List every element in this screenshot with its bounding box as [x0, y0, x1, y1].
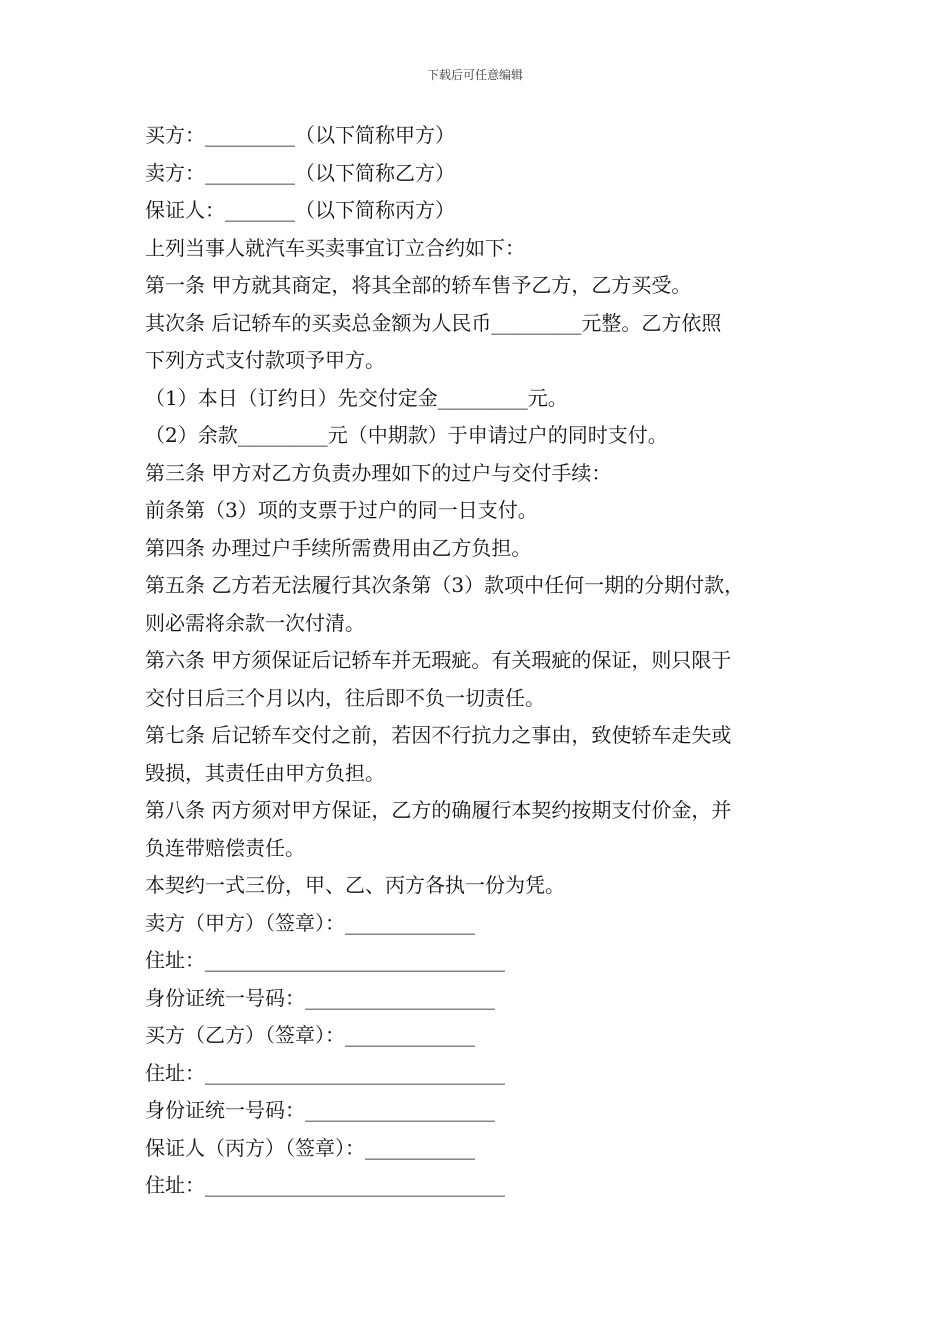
article-8-line-1: 第八条 丙方须对甲方保证，乙方的确履行本契约按期支付价金，并	[145, 798, 732, 822]
contract-body	[145, 117, 825, 1205]
buyer-line: 买方：_________（以下简称甲方）	[145, 123, 455, 147]
seller-line: 卖方：_________（以下简称乙方）	[145, 160, 455, 185]
article-7-line-1: 第七条 后记轿车交付之前，若因不行抗力之事由，致使轿车走失或	[145, 723, 732, 747]
article-8-line-2: 负连带赔偿责任。	[145, 835, 305, 860]
payment-item-1: （1）本日（订约日）先交付定金_________元。	[145, 385, 568, 410]
preamble-line: 上列当事人就汽车买卖事宜订立合约如下：	[145, 235, 525, 260]
buyer-signature-line: 买方（乙方）（签章）：_____________	[145, 1023, 475, 1047]
article-5-line-1: 第五条 乙方若无法履行其次条第（3）款项中任何一期的分期付款，	[145, 573, 745, 597]
article-4: 第四条 办理过户手续所需费用由乙方负担。	[145, 535, 532, 560]
article-6-line-1: 第六条 甲方须保证后记轿车并无瑕疵。有关瑕疵的保证，则只限于	[145, 648, 732, 672]
seller-address-line: 住址：______________________________	[145, 948, 505, 972]
seller-signature-line: 卖方（甲方）（签章）：_____________	[145, 910, 475, 935]
guarantor-address-line: 住址：______________________________	[145, 1173, 505, 1197]
payment-item-2: （2）余款_________元（中期款）于申请过户的同时支付。	[145, 423, 668, 447]
page-header-note: 下载后可任意编辑	[426, 68, 523, 82]
article-7-line-2: 毁损，其责任由甲方负担。	[145, 760, 385, 785]
article-5-line-2: 则必需将余款一次付清。	[145, 610, 365, 635]
buyer-address-line: 住址：______________________________	[145, 1060, 505, 1085]
copies-clause: 本契约一式三份，甲、乙、丙方各执一份为凭。	[145, 873, 565, 897]
seller-id-line: 身份证统一号码：___________________	[145, 985, 495, 1010]
article-3-detail: 前条第（3）项的支票于过户的同一日支付。	[145, 498, 538, 522]
buyer-id-line: 身份证统一号码：___________________	[145, 1098, 495, 1122]
article-3: 第三条 甲方对乙方负责办理如下的过户与交付手续：	[145, 460, 612, 485]
article-1: 第一条 甲方就其商定，将其全部的轿车售予乙方，乙方买受。	[145, 273, 692, 297]
article-2-line-2: 下列方式支付款项予甲方。	[145, 348, 385, 372]
guarantor-line: 保证人：_______（以下简称丙方）	[145, 198, 455, 222]
article-6-line-2: 交付日后三个月以内，往后即不负一切责任。	[145, 685, 545, 710]
guarantor-signature-line: 保证人（丙方）（签章）：___________	[145, 1135, 475, 1160]
article-2-line-1: 其次条 后记轿车的买卖总金额为人民币_________元整。乙方依照	[145, 310, 722, 335]
